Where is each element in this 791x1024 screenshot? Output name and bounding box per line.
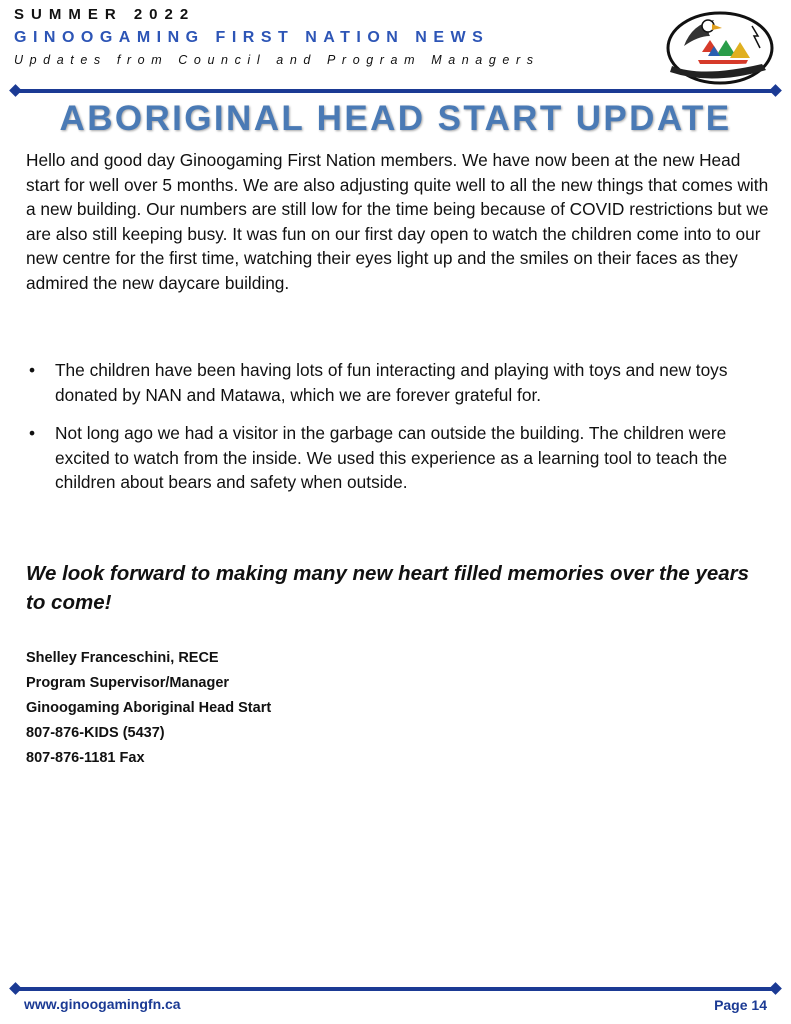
bullet-symbol: • (29, 423, 36, 444)
article-intro: Hello and good day Ginoogaming First Nation members. We have now been at the new Head start for well over 5 months. We are also adjusting quite well to all the new things that comes with a new building. Our numbers are still low for the time being because of COVID restrictions but we are also still keeping busy. It was fun on our first day open to watch the children come into to our new centre for the first time, watching their eyes light up and the smiles on their faces as they admired the new daycare building. (26, 150, 769, 293)
article-bullet-list (26, 358, 771, 509)
eagle-thunderbird-logo-icon (662, 6, 780, 86)
issue-season: SUMMER 2022 (14, 6, 196, 23)
signature-fax: 807-876-1181 Fax (26, 750, 145, 766)
closing-statement: We look forward to making many new heart filled memories over the years to come! (26, 562, 750, 614)
footer-website-link[interactable]: www.ginoogamingfn.ca (24, 996, 181, 1012)
article-headline: ABORIGINAL HEAD START UPDATE (59, 99, 732, 138)
bullet-text: Not long ago we had a visitor in the garbage can outside the building. The children were excited to watch from the inside. We used this experience as a learning tool to teach the children about bears and safety when outside. (55, 423, 728, 493)
signature-role: Program Supervisor/Manager (26, 675, 230, 691)
bullet-text: The children have been having lots of fun interacting and playing with toys and new toys donated by NAN and Matawa, which we are forever grateful for. (55, 360, 728, 405)
signature-organization: Ginoogaming Aboriginal Head Start (26, 700, 272, 716)
list-item (26, 421, 771, 495)
header-divider (10, 84, 781, 98)
footer-divider (10, 982, 781, 996)
newsletter-title: GINOOGAMING FIRST NATION NEWS (14, 29, 490, 46)
bullet-symbol: • (29, 360, 36, 380)
signature-block (26, 646, 526, 771)
list-item (26, 358, 771, 407)
signature-phone: 807-876-KIDS (5437) (26, 725, 165, 741)
page-number: Page 14 (714, 997, 767, 1013)
newsletter-subtitle: Updates from Council and Program Managers (14, 53, 540, 67)
signature-name: Shelley Franceschini, RECE (26, 650, 219, 666)
